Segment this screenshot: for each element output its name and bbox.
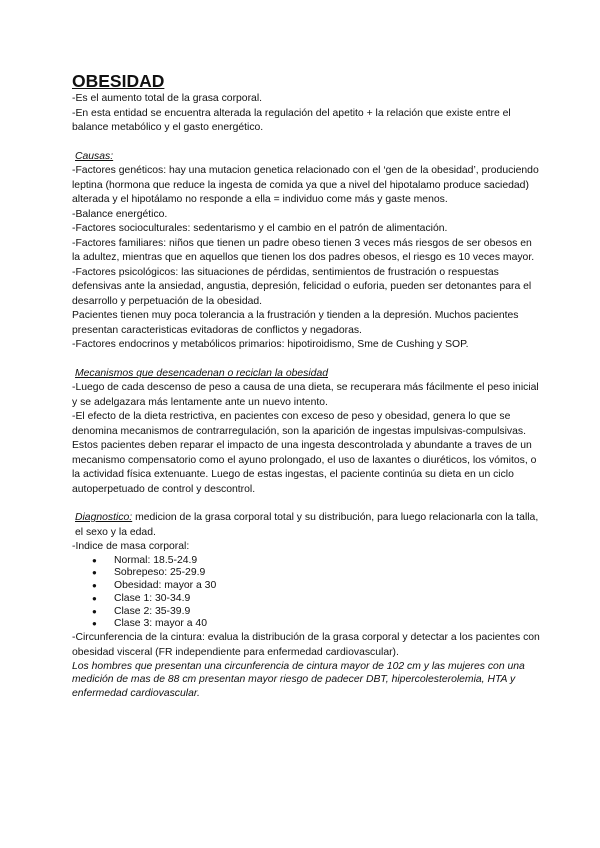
document-page: [72, 71, 542, 700]
diagnostico-heading: Diagnostico:: [75, 512, 133, 523]
list-item: ● Clase 1: 30-34.9: [114, 593, 542, 606]
list-item: ● Clase 2: 35-39.9: [114, 606, 542, 619]
mecanismo-descenso: -Luego de cada descenso de peso a causa de una dieta, se recuperara más fácilmente el peso inicial y se adelgazara más lentamente ante un nuevo intento.: [72, 382, 539, 408]
list-item: ● Clase 3: mayor a 40: [114, 618, 542, 631]
mecanismos-heading: Mecanismos que desencadenan o reciclan la obesidad: [75, 367, 329, 379]
diagnostico-paragraph: [72, 511, 542, 540]
cintura-paragraph: -Circunferencia de la cintura: evalua la distribución de la grasa corporal y detectar a los pacientes con obesidad visceral (FR independiente para enfermedad cardiovascular).: [72, 632, 540, 658]
list-item: ● Obesidad: mayor a 30: [114, 580, 542, 593]
imc-list: [72, 555, 542, 632]
list-item: ● Sobrepeso: 25-29.9: [114, 567, 542, 580]
causa-geneticos: -Factores genéticos: hay una mutacion genetica relacionado con el ‘gen de la obesidad’, produciendo leptina (hormona que reduce la ingesta de comida ya que a nivel del hipotalamo produce saciedad) alterada y el hipotálamo no responde a ella = individuo come más y gaste menos.: [72, 165, 539, 205]
intro-line-1: -Es el aumento total de la grasa corporal.: [72, 93, 263, 104]
imc-label: -Indice de masa corporal:: [72, 541, 190, 552]
riesgo-note: Los hombres que presentan una circunferencia de cintura mayor de 102 cm y las mujeres con una medición de mas de 88 cm presentan mayor riesgo de padecer DBT, hipercolesterolemia, HTA y enfermedad cardiovascular.: [72, 661, 525, 699]
causa-socioculturales: -Factores socioculturales: sedentarismo y el cambio en el patrón de alimentación.: [72, 223, 448, 234]
list-item: ● Normal: 18.5-24.9: [114, 555, 542, 568]
diagnostico-text: medicion de la grasa corporal total y su distribución, para luego relacionarla con la talla, el sexo y la edad.: [75, 512, 539, 538]
causa-pacientes: Pacientes tienen muy poca tolerancia a la frustración y tienden a la depresión. Muchos pacientes presentan caracteristicas evitadoras de conflictos y negadoras.: [72, 310, 519, 336]
causa-balance: -Balance energético.: [72, 208, 168, 220]
intro-line-2: -En esta entidad se encuentra alterada la regulación del apetito + la relación que existe entre el balance metabólico y el gasto energético.: [72, 107, 511, 133]
causa-endocrinos: -Factores endocrinos y metabólicos primarios: hipotiroidismo, Sme de Cushing y SOP.: [72, 339, 469, 350]
mecanismo-dieta-restrictiva: -El efecto de la dieta restrictiva, en pacientes con exceso de peso y obesidad, genera lo que se denomina mecanismos de contrarregulación, son la aparición de ingestas impulsivas-compulsivas. Estos pacientes deben reparar el impacto de una ingesta descontrolada y abundante a traves de un mecanismo compensatorio como el ayuno prolongado, el uso de laxantes o diuréticos, los vómitos, o la actividad física extenuante. Luego de estas ingestas, el paciente continúa su dieta en un ciclo autoperpetuado de control y descontrol.: [72, 411, 537, 495]
causas-heading: Causas:: [75, 150, 114, 162]
causa-psicologicos: -Factores psicológicos: las situaciones de pérdidas, sentimientos de frustración o respuestas defensivas ante la ansiedad, angustia, depresión, felicidad o euforia, pueden ser detonantes para el desarrollo y perpetuación de la obesidad.: [72, 266, 532, 307]
page-title: OBESIDAD: [72, 71, 165, 91]
causa-familiares: -Factores familiares: niños que tienen un padre obeso tienen 3 veces más riesgos de ser obesos en la adultez, mientras que en aquellos que tienen los dos padres obesos, el riesgo es 10 veces mayor.: [72, 237, 535, 263]
